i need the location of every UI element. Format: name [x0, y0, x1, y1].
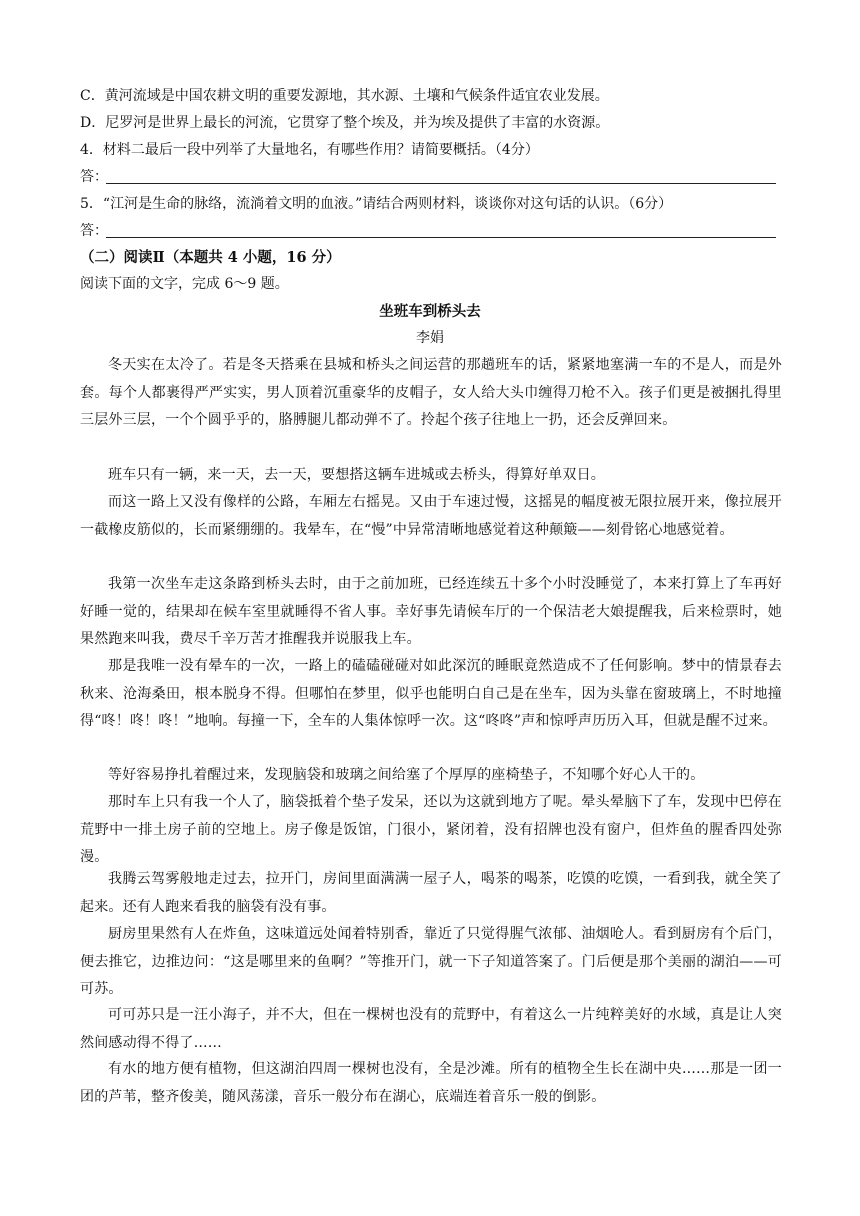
paragraph: 等好容易挣扎着醒过来，发现脑袋和玻璃之间给塞了个厚厚的座椅垫子，不知哪个好心人干的。 [108, 767, 705, 783]
paragraph: 有水的地方便有植物，但这湖泊四周一棵树也没有，全是沙滩。所有的植物全生长在湖中央……那是一团一团的芦苇，整齐俊美，随风荡漾，音乐一般分布在湖心，底端连着音乐一般的倒影。 [80, 1061, 782, 1105]
paragraph: 那时车上只有我一个人了，脑袋抵着个垫子发呆，还以为这就到地方了呢。晕头晕脑下了车，发现中巴停在荒野中一排土房子前的空地上。房子像是饭馆，门很小，紧闭着，没有招牌也没有窗户，但炸鱼的腥香四处弥漫。 [80, 794, 782, 866]
paragraph: 冬天实在太冷了。若是冬天搭乘在县城和桥头之间运营的那趟班车的话，紧紧地塞满一车的不是人，而是外套。每个人都裹得严严实实，男人顶着沉重豪华的皮帽子，女人给大头巾缠得刀枪不入。孩子们更是被捆扎得里三层外三层，一个个圆乎乎的，胳膊腿儿都动弹不了。拎起个孩子往地上一扔，还会反弹回来。 [80, 357, 782, 429]
answer-label: 答： [80, 223, 108, 239]
section-instruction: 阅读下面的文字，完成 6～9 题。 [80, 276, 289, 292]
option-d: D．尼罗河是世界上最长的河流，它贯穿了整个埃及，并为埃及提供了丰富的水资源。 [80, 115, 610, 131]
answer-line-5 [80, 221, 776, 241]
answer-rule [106, 183, 776, 184]
paragraph: 而这一路上又没有像样的公路，车厢左右摇晃。又由于车速过慢，这摇晃的幅度被无限拉展开来，像拉展开一截橡皮筋似的，长而紧绷绷的。我晕车，在“慢”中异常清晰地感觉着这种颠簸——刻骨铭心地感觉着。 [80, 494, 782, 538]
article-title: 坐班车到桥头去 [379, 303, 481, 320]
option-c: C．黄河流域是中国农耕文明的重要发源地，其水源、土壤和气候条件适宜农业发展。 [80, 88, 609, 104]
paragraph: 厨房里果然有人在炸鱼，这味道远处闻着特别香，靠近了只觉得腥气浓郁、油烟呛人。看到厨房有个后门，便去推它，边推边问：“这是哪里来的鱼啊？”等推开门，就一下子知道答案了。门后便是那个美丽的湖泊——可可苏。 [80, 926, 782, 998]
paragraph: 可可苏只是一汪小海子，并不大，但在一棵树也没有的荒野中，有着这么一片纯粹美好的水域，真是让人突然间感动得不得了…… [80, 1007, 782, 1051]
paragraph: 我腾云驾雾般地走过去，拉开门，房间里面满满一屋子人，喝茶的喝茶，吃馍的吃馍，一看到我，就全笑了起来。还有人跑来看我的脑袋有没有事。 [80, 871, 782, 915]
paragraph: 班车只有一辆，来一天，去一天，要想搭这辆车进城或去桥头，得算好单双日。 [108, 467, 605, 483]
section-heading: （二）阅读Ⅱ（本题共 4 小题，16 分） [80, 249, 341, 266]
answer-line-4 [80, 167, 776, 187]
paragraph: 我第一次坐车走这条路到桥头去时，由于之前加班，已经连续五十多个小时没睡觉了，本来打算上了车再好好睡一觉的，结果却在候车室里就睡得不省人事。幸好事先请候车厅的一个保洁老大娘提醒我，后来检票时，她果然跑来叫我，费尽千辛万苦才推醒我并说服我上车。 [80, 576, 782, 648]
answer-label: 答： [80, 169, 108, 185]
answer-rule [106, 237, 776, 238]
article-author: 李娟 [416, 330, 444, 346]
question-5: 5．“江河是生命的脉络，流淌着文明的血液。”请结合两则材料，谈谈你对这句话的认识。（6分） [80, 196, 673, 212]
question-4: 4．材料二最后一段中列举了大量地名，有哪些作用？请简要概括。（4分） [80, 142, 539, 158]
paragraph: 那是我唯一没有晕车的一次，一路上的磕磕碰碰对如此深沉的睡眠竟然造成不了任何影响。梦中的情景春去秋来、沧海桑田，根本脱身不得。但哪怕在梦里，似乎也能明白自己是在坐车，因为头靠在窗玻璃上，不时地撞得“咚！咚！咚！”地响。每撞一下，全车的人集体惊呼一次。这“咚咚”声和惊呼声历历入耳，但就是醒不过来。 [80, 658, 782, 730]
